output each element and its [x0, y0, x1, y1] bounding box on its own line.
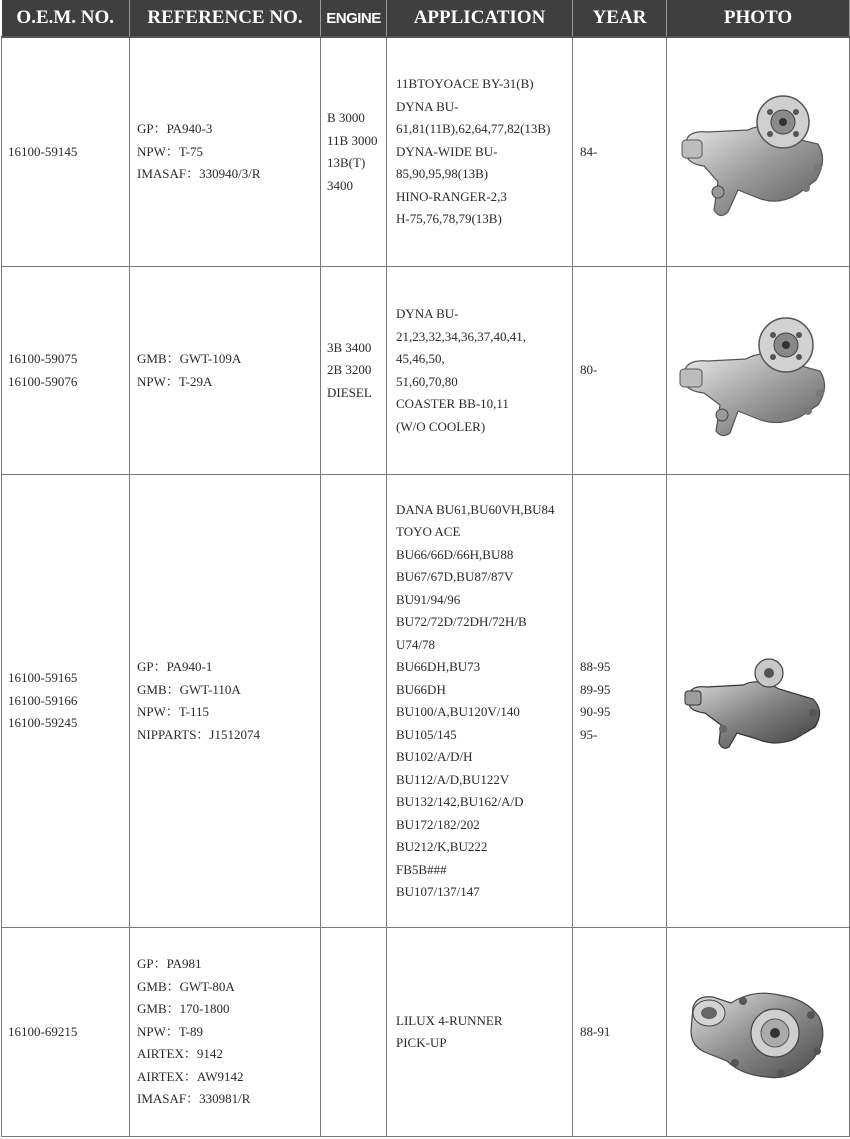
- header-reference: REFERENCE NO.: [130, 0, 321, 37]
- reference-cell: [130, 37, 321, 267]
- application-cell: [387, 475, 573, 928]
- header-photo: PHOTO: [667, 0, 850, 37]
- year-range: 88-91: [580, 1023, 611, 1039]
- reference-number: GMB：GWT-80A: [137, 978, 235, 994]
- reference-cell: [130, 928, 321, 1137]
- reference-number: AIRTEX：9142: [137, 1046, 223, 1062]
- application-line: DYNA BU-: [396, 98, 459, 114]
- reference-number: NIPPARTS：J1512074: [137, 726, 260, 742]
- reference-number: IMASAF：330940/3/R: [137, 166, 261, 182]
- water-pump-flanged-icon: [683, 977, 833, 1087]
- year-range: 84-: [580, 143, 598, 159]
- application-line: BU66DH,BU73: [396, 659, 481, 674]
- application-line: BU102/A/D/H: [396, 749, 473, 764]
- reference-number: NPW：T-89: [137, 1023, 203, 1039]
- application-cell: [387, 37, 573, 267]
- oem-number: 16100-59145: [8, 143, 78, 159]
- photo-cell: [667, 37, 850, 267]
- application-line: BU112/A/D,BU122V: [396, 771, 510, 787]
- table-row: [2, 267, 850, 475]
- application-line: BU172/182/202: [396, 816, 480, 832]
- header-application: APPLICATION: [387, 0, 573, 37]
- application-line: 11BTOYOACE BY-31(B): [396, 76, 534, 92]
- application-line: U74/78: [396, 636, 435, 652]
- application-line: DYNA-WIDE BU-: [396, 143, 498, 159]
- application-line: BU105/145: [396, 726, 457, 742]
- oem-cell: [2, 267, 130, 475]
- engine-code: 13B(T): [327, 155, 366, 170]
- application-line: H-75,76,78,79(13B): [396, 211, 502, 227]
- application-line: DANA BU61,BU60VH,BU84: [396, 501, 555, 517]
- table-row: [2, 475, 850, 928]
- engine-code: 2B 3200: [327, 362, 372, 378]
- application-line: COASTER BB-10,11: [396, 396, 509, 411]
- table-row: [2, 928, 850, 1137]
- engine-code: 3B 3400: [327, 339, 372, 355]
- oem-number: 16100-69215: [8, 1023, 78, 1039]
- engine-code: 3400: [327, 177, 353, 193]
- table-row: [2, 37, 850, 267]
- oem-cell: [2, 928, 130, 1137]
- year-cell: [573, 267, 667, 475]
- application-line: BU66/66D/66H,BU88: [396, 546, 514, 562]
- application-line: PICK-UP: [396, 1035, 447, 1050]
- application-line: TOYO ACE: [396, 524, 461, 539]
- year-cell: [573, 37, 667, 267]
- reference-cell: [130, 475, 321, 928]
- photo-cell: [667, 928, 850, 1137]
- application-line: DYNA BU-: [396, 306, 459, 321]
- application-line: 85,90,95,98(13B): [396, 166, 489, 182]
- application-line: 51,60,70,80: [396, 373, 458, 389]
- application-line: 21,23,32,34,36,37,40,41,: [396, 328, 526, 344]
- parts-catalog-table: [1, 0, 850, 1137]
- application-line: BU107/137/147: [396, 884, 480, 899]
- engine-cell: [321, 267, 387, 475]
- oem-number: 16100-59075: [8, 351, 78, 366]
- application-cell: [387, 267, 573, 475]
- engine-cell: [321, 37, 387, 267]
- reference-number: GMB：170-1800: [137, 1001, 230, 1017]
- year-cell: [573, 928, 667, 1137]
- year-cell: [573, 475, 667, 928]
- oem-number: 16100-59076: [8, 373, 78, 389]
- reference-number: GP：PA940-1: [137, 659, 213, 674]
- application-line: BU100/A,BU120V/140: [396, 704, 520, 719]
- year-range: 95-: [580, 726, 598, 742]
- photo-cell: [667, 475, 850, 928]
- reference-number: NPW：T-75: [137, 143, 203, 159]
- header-row: [2, 0, 850, 37]
- application-line: FB5B###: [396, 861, 447, 877]
- engine-cell: [321, 475, 387, 928]
- photo-cell: [667, 267, 850, 475]
- oem-number: 16100-59165: [8, 670, 78, 686]
- application-line: 45,46,50,: [396, 351, 445, 366]
- reference-cell: [130, 267, 321, 475]
- header-oem: O.E.M. NO.: [2, 0, 130, 37]
- reference-number: GMB：GWT-109A: [137, 351, 242, 366]
- application-cell: [387, 928, 573, 1137]
- application-line: (W/O COOLER): [396, 418, 486, 434]
- water-pump-large-pulley-icon: [678, 82, 838, 222]
- application-line: BU212/K,BU222: [396, 839, 488, 854]
- year-range: 80-: [580, 362, 598, 378]
- header-year: YEAR: [573, 0, 667, 37]
- year-range: 88-95: [580, 659, 611, 674]
- application-line: BU91/94/96: [396, 591, 461, 607]
- oem-cell: [2, 475, 130, 928]
- application-line: BU132/142,BU162/A/D: [396, 794, 524, 809]
- reference-number: GP：PA981: [137, 956, 202, 972]
- header-engine: ENGINE: [321, 0, 387, 37]
- reference-number: NPW：T-29A: [137, 373, 213, 389]
- reference-number: AIRTEX：AW9142: [137, 1068, 244, 1084]
- reference-number: GP：PA940-3: [137, 121, 213, 137]
- application-line: HINO-RANGER-2,3: [396, 188, 507, 204]
- oem-number: 16100-59166: [8, 692, 78, 708]
- year-range: 90-95: [580, 704, 611, 719]
- engine-cell: [321, 928, 387, 1137]
- water-pump-large-pulley-icon: [678, 301, 838, 441]
- reference-number: IMASAF：330981/R: [137, 1091, 251, 1107]
- application-line: BU66DH: [396, 681, 446, 697]
- engine-code: 11B 3000: [327, 132, 378, 148]
- engine-code: B 3000: [327, 110, 365, 125]
- application-line: 61,81(11B),62,64,77,82(13B): [396, 121, 551, 137]
- water-pump-small-icon: [683, 651, 833, 751]
- application-line: LILUX 4-RUNNER: [396, 1012, 503, 1028]
- year-range: 89-95: [580, 681, 611, 697]
- application-line: BU72/72D/72DH/72H/B: [396, 614, 527, 629]
- application-line: BU67/67D,BU87/87V: [396, 569, 514, 584]
- reference-number: GMB：GWT-110A: [137, 681, 241, 697]
- engine-code: DIESEL: [327, 384, 372, 400]
- oem-number: 16100-59245: [8, 715, 78, 731]
- reference-number: NPW：T-115: [137, 704, 209, 719]
- oem-cell: [2, 37, 130, 267]
